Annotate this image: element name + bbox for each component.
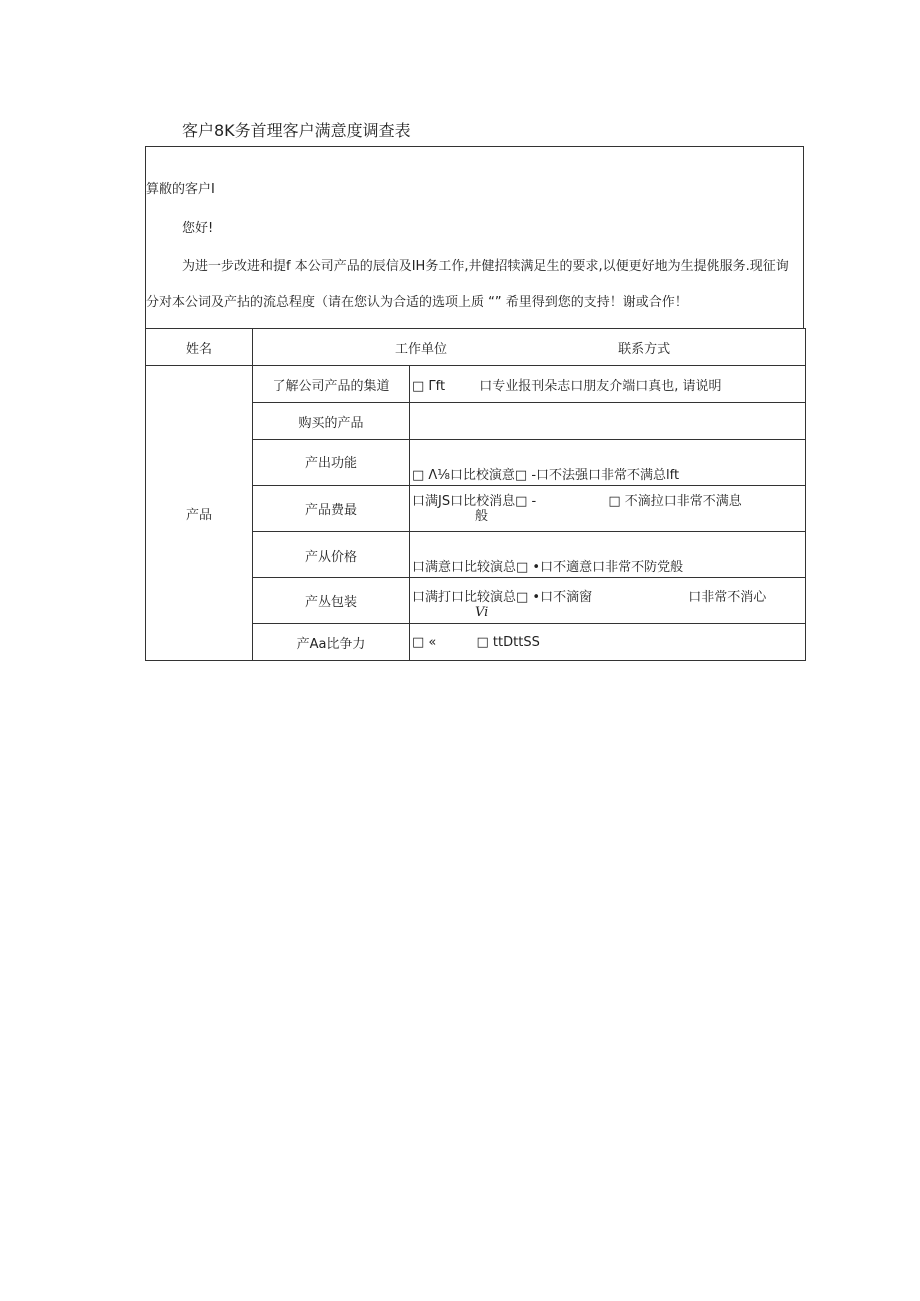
row-label-competitiveness: 产Aa比争力 [253,624,410,661]
row-label-cost: 产品费最 [253,486,410,532]
intro-box [145,146,804,328]
row-options-function [410,440,806,486]
intro-line-2: 分对本公词及产拈的流总程度（请在您认为合适的选项上质 “” 希里得到您的支持！谢或合作！ [146,295,688,310]
row-options-packaging [410,578,806,624]
row-label-packaging: 产丛包装 [253,578,410,624]
hello-text: 您好! [182,221,214,236]
option-b[interactable]: □ ttDttSS [476,634,540,650]
row-label-price: 产从价格 [253,532,410,578]
option-a[interactable]: 口满JS口比校消息□ - [412,494,537,509]
option-b[interactable]: 口专业报刊朵志口朋友介端口真也, 请说明 [479,378,722,394]
page-title: 客户8K务首理客户满意度调查表 [182,121,411,140]
header-fields [253,329,806,366]
row-label-channel: 了解公司产品的集道 [253,366,410,403]
option-sub: Vi [475,605,489,620]
row-label-purchased: 购买的产品 [253,403,410,440]
option-a[interactable]: □ Γft [412,378,446,394]
work-unit-label: 工作单位 [395,341,448,357]
option-b[interactable]: 口非常不消心 [688,590,767,605]
row-options-cost [410,486,806,532]
option-a[interactable]: □ Λ⅛口比校演意□ -口不法强口非常不满总lft [412,468,680,483]
product-section-label: 产品 [146,366,253,661]
name-label: 姓名 [146,329,253,366]
option-a[interactable]: □ « [412,634,437,650]
intro-line-1: 为进一步改进和提f 本公司产品的辰信及IH务工作,井健招犊满足生的要求,以便更好地为生提佻服务.现征询 [182,259,789,274]
option-a[interactable]: 口满打口比较演总□ •口不滴窗 [412,590,593,605]
row-options-competitiveness [410,624,806,661]
greeting-text: 算敝的客户I [146,182,215,197]
row-options-purchased[interactable] [410,403,806,440]
option-b[interactable]: □ 不滴拉口非常不满息 [608,494,742,509]
survey-table [145,328,806,661]
contact-label: 联系方式 [618,341,671,357]
header-row [146,329,806,366]
table-row [146,366,806,403]
row-label-function: 产出功能 [253,440,410,486]
option-sub: 般 [475,509,489,524]
option-a[interactable]: 口满意口比较演总□ •口不適意口非常不防党般 [412,560,684,575]
row-options-price [410,532,806,578]
row-options-channel [410,366,806,403]
